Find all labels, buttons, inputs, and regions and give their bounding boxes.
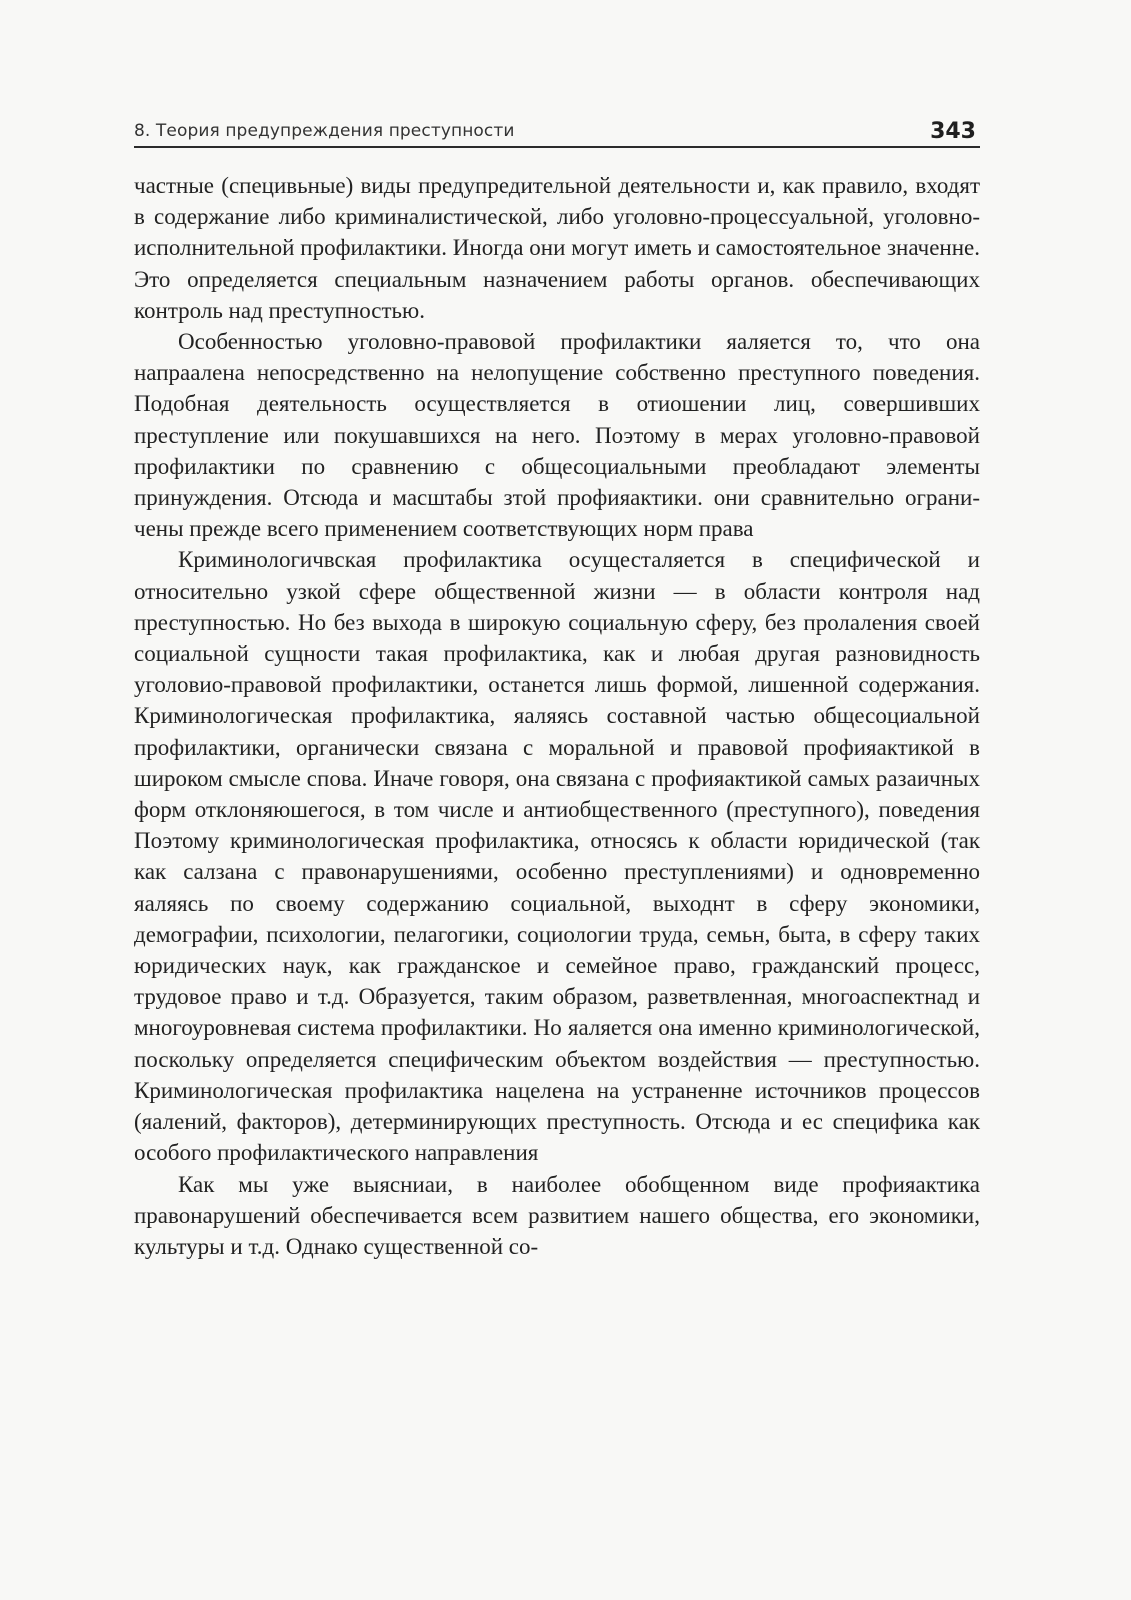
body-text — [134, 170, 980, 1262]
running-title: 8. Теория предупреждения преступности — [134, 121, 515, 141]
running-header — [134, 116, 980, 148]
paragraph-criminal-law-prevention: Особенностью уголовно-правовой профилактики яаляется то, что она напраалена непосредственно на нелопущение собственно преступного поведения. Подобная деятельность осуществляется в отиошении лиц, совершивших преступление или покушавшихся на него. Поэтому в мерах уголовно-правовой профилактики по сравнению с общесоциальными преобладают элементы принуждения. Отсюда и масштабы зтой профияактики. они сравнительно ограничены прежде всего применением соответствующих норм права — [134, 329, 980, 542]
paragraph-general-prevention: Как мы уже выясниаи, в наиболее обобщенном виде профияактика правонарушений обеспечивается всем развитием нашего общества, его экономики, культуры и т.д. Однако существенной со- — [134, 1171, 980, 1259]
paragraph-continuation: частные (специвьные) виды предупредительной деятельности и, как правило, входят в содержание либо криминалистической, либо уголовно-процессуальной, уголовно-исполнительной профилактики. Иногда они могут иметь и самостоятельное значенне. Это определяется специальным назначением работы органов. обеспечивающих контроль над преступностью. — [134, 173, 980, 323]
page-number: 343 — [930, 119, 976, 144]
paragraph-criminological-prevention: Криминологичвская профилактика осущесталяется в специфической и относительно узкой сфере общественной жизни — в области контроля над преступностью. Но без выхода в широкую социальную сферу, без пролаления своей социальной сущности такая профилактика, как и любая другая разновидность уголовио-правовой профилактики, останется лишь формой, лишенной содержания. Криминологическая профилактика, яаляясь составной частью общесоциальной профилактики, органически связана с моральной и правовой профияактикой в широком смысле спова. Иначе говоря, она связана с профияактикой самых разаичных форм отклоняюшегося, в том числе и антиобщественного (преступного), поведения Поэтому криминологическая профилактика, относясь к области юридической (так как салзана с правонарушениями, особенно преступлениями) и одновременно яаляясь по своему содержанию социальной, выходнт в сферу экономики, демографии, психологии, пелагогики, социологии труда, семьн, быта, в сферу таких юридических наук, как гражданское и семейное право, гражданский процесс, трудовое право и т.д. Образуется, таким образом, разветвленная, многоаспектнад и многоуровневая система профилактики. Но яаляется она именно криминологической, поскольку определяется специфическим объектом воздействия — преступностью. Криминологическая профилактика нацелена на устраненне источников процессов (яалений, факторов), детерминирующих преступность. Отсюда и ес специфика как особого профилактического направления — [134, 547, 980, 1166]
